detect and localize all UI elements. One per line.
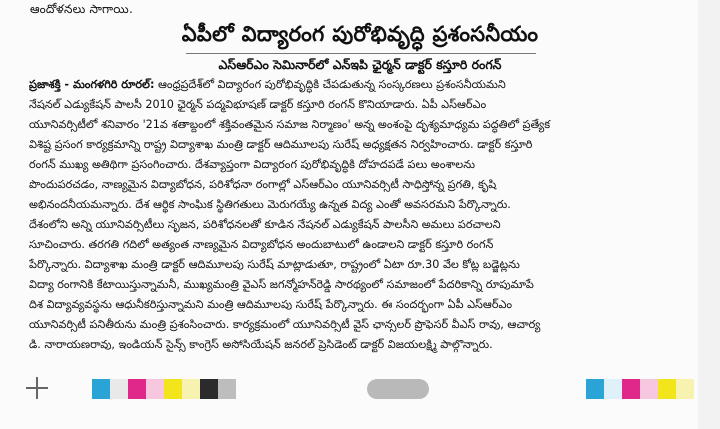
previous-article-tail: ఆందోళనలు సాగాయి.	[30, 2, 133, 16]
article-line-14: డి. నారాయణరావు, ఇండియన్‌ సైన్స్‌ కాంగ్రెస్‌ అసోసియేషన్‌ జనరల్‌ ప్రెసిడెంట్‌ డాక్టర్‌ విజయలక్ష్మి పాల్గొన్నారు.	[29, 338, 493, 351]
color-swatch-left-2	[110, 379, 128, 399]
color-swatch-right-6	[676, 379, 694, 399]
print-gray-pill	[367, 379, 429, 399]
article-subheadline: ఎస్‌ఆర్‌ఎం సెమినార్‌లో ఎన్‌ఇపి ఛైర్మన్‌ డాక్టర్‌ కస్తూరి రంగన్‌	[218, 57, 502, 72]
article-line-5: రంగన్‌ ముఖ్య అతిథిగా ప్రసంగించారు. దేశవ్యాప్తంగా విద్యారంగ పురోభివృద్ధికి దోహదపడే పలు అంశాలను	[29, 158, 475, 171]
article-line-13: యూనివర్సిటీ పనితీరును మంత్రి ప్రశంసించారు. కార్యక్రమంలో యూనివర్సిటీ వైస్‌ ఛాన్సలర్‌ ప్రొఫెసర్‌ వీఎస్‌ రావు, ఆచార్య	[29, 318, 541, 331]
page-edge-strip	[698, 0, 720, 429]
color-swatch-left-3	[128, 379, 146, 399]
color-swatch-left-5	[164, 379, 182, 399]
color-swatch-left-1	[92, 379, 110, 399]
article-line-10: పేర్కొన్నారు. విద్యాశాఖ మంత్రి డాక్టర్‌ ఆదిమూలపు సురేష్‌ మాట్లాడుతూ, రాష్ట్రంలో ఏటా రూ.30 వేల కోట్ల బడ్జెట్లను	[29, 258, 520, 271]
color-swatch-right-2	[604, 379, 622, 399]
article-line-9: సూచించారు. తరగతి గదిలో అత్యంత నాణ్యమైన విద్యాబోధన అందుబాటులో ఉండాలని డాక్టర్‌ కస్తూరి రంగన్‌	[29, 238, 494, 251]
article-body	[29, 75, 693, 355]
color-swatch-right-4	[640, 379, 658, 399]
article-line-12: దిశ విద్యావ్యవస్థను ఆధునీకరిస్తున్నామని మంత్రి ఆదిమూలపు సురేష్‌ పేర్కొన్నారు. ఈ సందర్భంగా ఏపీ ఎస్‌ఆర్‌ఎం	[29, 298, 513, 311]
article-line-6: పొందుపరచడం, నాణ్యమైన విద్యాబోధన, పరిశోధనా రంగాల్లో ఎస్‌ఆర్‌ఎం యూనివర్సిటీ సాధిస్తోన్న ప్రగతి, కృషి	[29, 178, 497, 191]
article-line-1-text: ఆంధ్రప్రదేశ్‌లో విద్యారంగ పురోభివృద్ధికి చేపడుతున్న సంస్కరణలు ప్రశంసనీయమని	[157, 78, 506, 91]
article-line-4: విశిష్ట ప్రసంగ కార్యక్రమాన్ని రాష్ట్ర విద్యాశాఖ మంత్రి డాక్టర్‌ ఆదిమూలపు సురేష్‌ అధ్యక్షతన నిర్వహించారు. డాక్టర్‌ కస్తూరి	[29, 138, 533, 151]
article-line-11: విద్యా రంగానికి కేటాయిస్తున్నామనీ, ముఖ్యమంత్రి వైఎస్‌ జగన్మోహన్‌రెడ్డి సారథ్యంలో సమాజంలో పేదరికాన్ని రూపుమాపే	[29, 278, 534, 291]
color-swatch-left-4	[146, 379, 164, 399]
color-swatch-left-8	[218, 379, 236, 399]
article-headline: ఏపీలో విద్యారంగ పురోభివృద్ధి ప్రశంసనీయం	[181, 22, 539, 46]
color-swatch-right-5	[658, 379, 676, 399]
article-line-1	[29, 75, 693, 95]
article-line-8: దేశంలోని అన్ని యూనివర్సిటీలు సృజన, పరిశోధనలతో కూడిన నేషనల్‌ ఎడ్యుకేషన్‌ పాలసీని అమలు పరచాలని	[29, 218, 501, 231]
article-line-7: అభినందనీయమన్నారు. దేశ ఆర్థిక సాంఘిక స్థితిగతులు మెరుగయ్యే ఉన్నత విద్య ఎంతో అవసరమని పేర్కొన్నారు.	[29, 198, 511, 211]
registration-crosshair-icon	[26, 377, 48, 399]
color-swatch-left-6	[182, 379, 200, 399]
article-line-3: యూనివర్సిటీలో శనివారం '21వ శతాబ్దంలో శక్తివంతమైన సమాజ నిర్మాణం' అన్న అంశంపై దృశ్యమాధ్యమ పద్ధతిలో ప్రత్యేక	[29, 118, 551, 131]
color-swatch-right-1	[586, 379, 604, 399]
color-swatch-left-7	[200, 379, 218, 399]
headline-rule	[186, 53, 536, 54]
article-line-2: నేషనల్‌ ఎడ్యుకేషన్‌ పాలసీ 2010 ఛైర్మన్‌ పద్మవిభూషణ్‌ డాక్టర్‌ కస్తూరి రంగన్‌ కొనియాడారు. ఏపీ ఎస్‌ఆర్‌ఎం	[29, 98, 487, 111]
color-swatch-right-3	[622, 379, 640, 399]
article-dateline: ప్రజాశక్తి - మంగళగిరి రూరల్‌:	[29, 78, 155, 91]
